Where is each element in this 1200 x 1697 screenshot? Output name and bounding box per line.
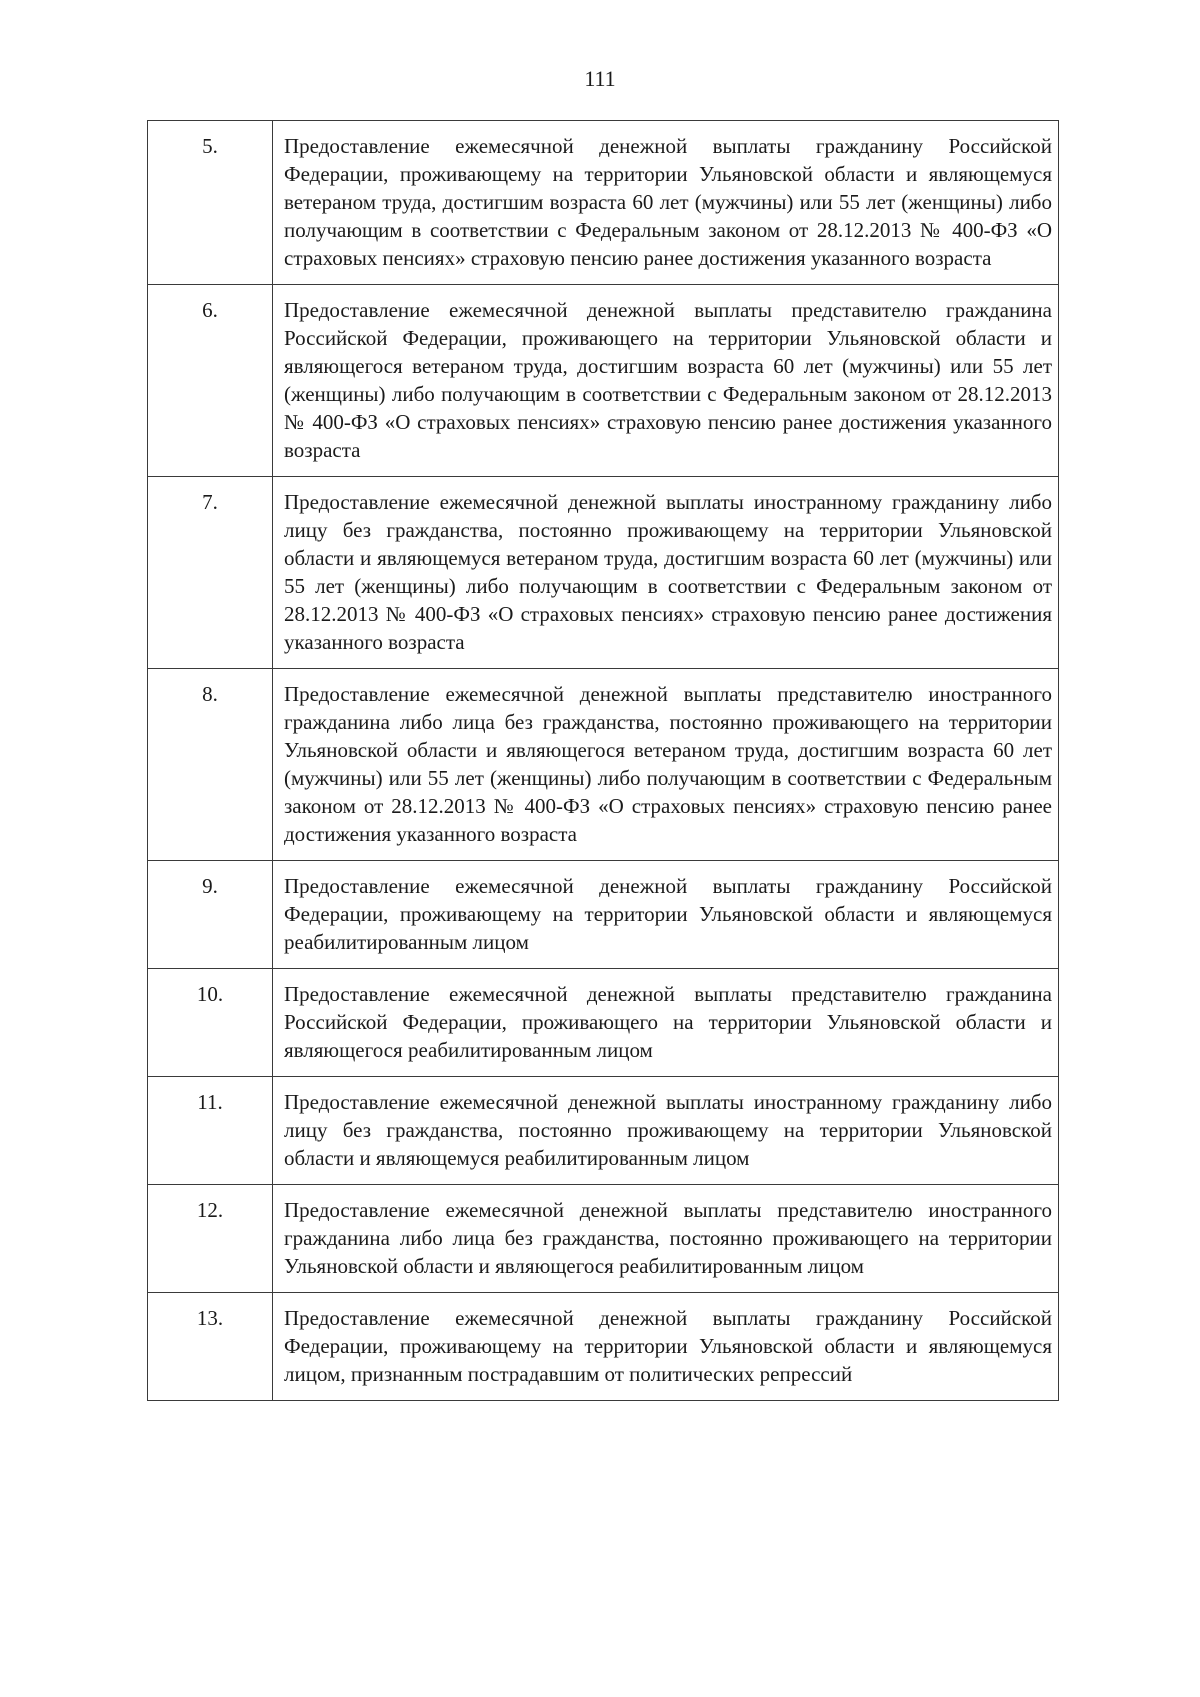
service-description: Предоставление ежемесячной денежной выплаты представителю гражданина Российской Федерации, проживающего на территории Ульяновской области и являющегося реабилитированным лицом [273,969,1059,1077]
table-row [148,121,1059,285]
service-description: Предоставление ежемесячной денежной выплаты иностранному гражданину либо лицу без гражданства, постоянно проживающему на территории Ульяновской области и являющемуся ветераном труда, достигшим возраста 60 лет (мужчины) или 55 лет (женщины) либо получающим в соответствии с Федеральным законом от 28.12.2013 № 400-ФЗ «О страховых пенсиях» страховую пенсию ранее достижения указанного возраста [273,477,1059,669]
page-number: 111 [584,66,616,91]
service-description: Предоставление ежемесячной денежной выплаты представителю иностранного гражданина либо лица без гражданства, постоянно проживающего на территории Ульяновской области и являющегося реабилитированным лицом [273,1185,1059,1293]
table-row [148,1293,1059,1401]
table-row [148,969,1059,1077]
row-number: 6. [148,285,273,477]
services-table [147,120,1059,1401]
row-number: 13. [148,1293,273,1401]
row-number: 11. [148,1077,273,1185]
table-row [148,1077,1059,1185]
row-number: 10. [148,969,273,1077]
table-row [148,477,1059,669]
row-number: 5. [148,121,273,285]
service-description: Предоставление ежемесячной денежной выплаты представителю иностранного гражданина либо лица без гражданства, постоянно проживающего на территории Ульяновской области и являющегося ветераном труда, достигшим возраста 60 лет (мужчины) или 55 лет (женщины) либо получающим в соответствии с Федеральным законом от 28.12.2013 № 400-ФЗ «О страховых пенсиях» страховую пенсию ранее достижения указанного возраста [273,669,1059,861]
table-row [148,285,1059,477]
row-number: 7. [148,477,273,669]
table-row [148,861,1059,969]
table-row [148,669,1059,861]
service-description: Предоставление ежемесячной денежной выплаты иностранному гражданину либо лицу без гражданства, постоянно проживающему на территории Ульяновской области и являющемуся реабилитированным лицом [273,1077,1059,1185]
service-description: Предоставление ежемесячной денежной выплаты гражданину Российской Федерации, проживающему на территории Ульяновской области и являющемуся реабилитированным лицом [273,861,1059,969]
row-number: 9. [148,861,273,969]
row-number: 8. [148,669,273,861]
table-row [148,1185,1059,1293]
service-description: Предоставление ежемесячной денежной выплаты гражданину Российской Федерации, проживающему на территории Ульяновской области и являющемуся лицом, признанным пострадавшим от политических репрессий [273,1293,1059,1401]
row-number: 12. [148,1185,273,1293]
service-description: Предоставление ежемесячной денежной выплаты представителю гражданина Российской Федерации, проживающего на территории Ульяновской области и являющегося ветераном труда, достигшим возраста 60 лет (мужчины) или 55 лет (женщины) либо получающим в соответствии с Федеральным законом от 28.12.2013 № 400-ФЗ «О страховых пенсиях» страховую пенсию ранее достижения указанного возраста [273,285,1059,477]
service-description: Предоставление ежемесячной денежной выплаты гражданину Российской Федерации, проживающему на территории Ульяновской области и являющемуся ветераном труда, достигшим возраста 60 лет (мужчины) или 55 лет (женщины) либо получающим в соответствии с Федеральным законом от 28.12.2013 № 400-ФЗ «О страховых пенсиях» страховую пенсию ранее достижения указанного возраста [273,121,1059,285]
